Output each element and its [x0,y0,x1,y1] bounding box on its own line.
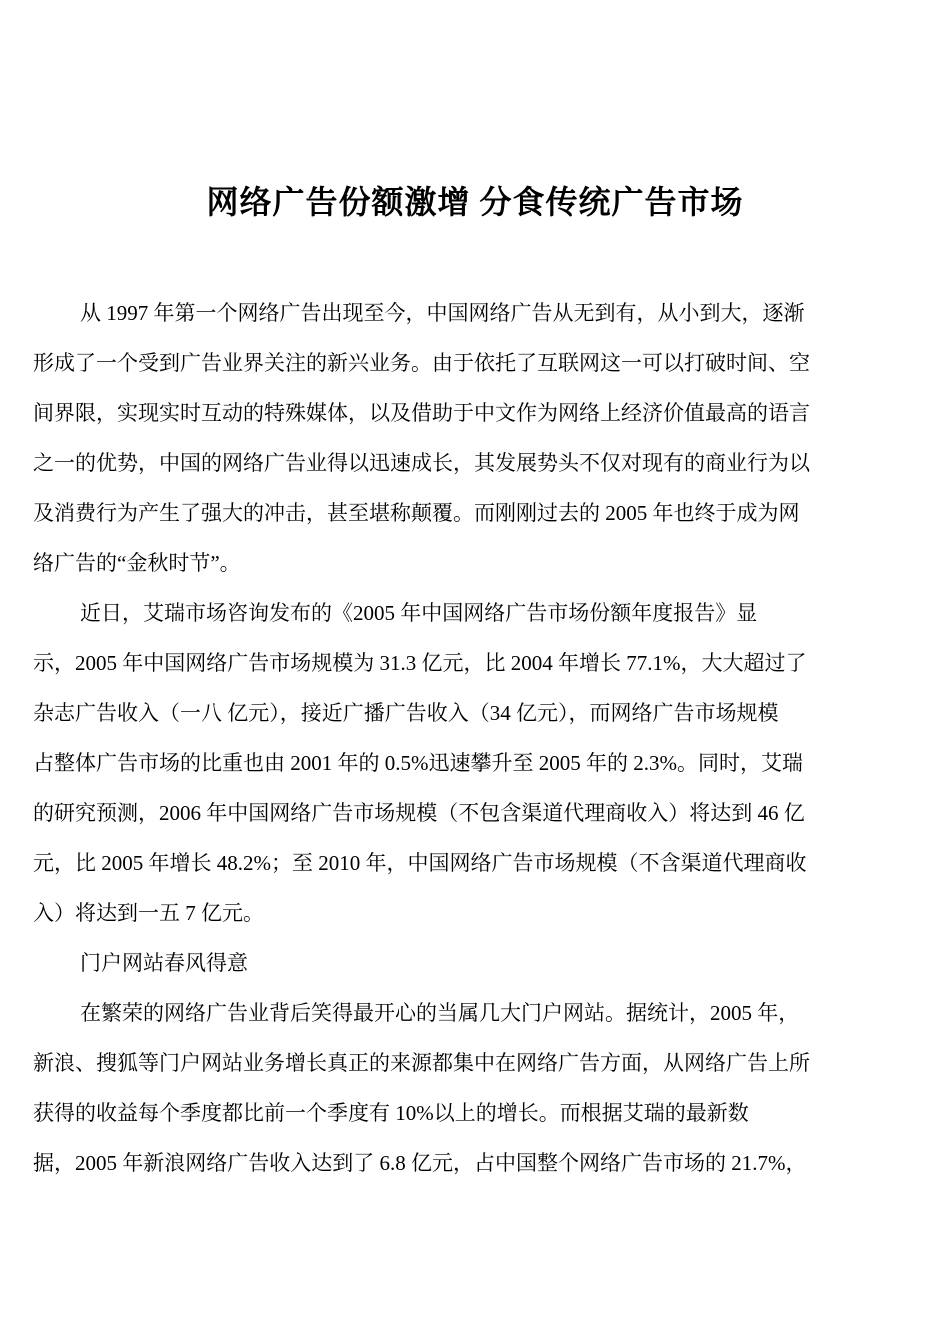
text-line: 入）将达到一五 7 亿元。 [33,901,264,925]
text-line: 元，比 2005 年增长 48.2%；至 2010 年，中国网络广告市场规模（不含渠道代理商收 [33,851,807,875]
document-title: 网络广告份额激增 分食传统广告市场 [206,184,744,220]
text-line: 杂志广告收入（一八 亿元），接近广播广告收入（34 亿元），而网络广告市场规模 [33,701,779,725]
text-line: 的研究预测，2006 年中国网络广告市场规模（不包含渠道代理商收入）将达到 46 亿 [33,801,805,825]
text-line: 获得的收益每个季度都比前一个季度有 10%以上的增长。而根据艾瑞的最新数 [33,1101,749,1125]
paragraph-intro [33,288,917,588]
section-heading-text: 门户网站春风得意 [80,951,248,975]
text-line: 之一的优势，中国的网络广告业得以迅速成长，其发展势头不仅对现有的商业行为以 [33,451,810,475]
paragraph-market-report [33,588,917,938]
text-line: 示，2005 年中国网络广告市场规模为 31.3 亿元，比 2004 年增长 77.1%，大大超过了 [33,651,807,675]
text-line: 及消费行为产生了强大的冲击，甚至堪称颠覆。而刚刚过去的 2005 年也终于成为网 [33,501,800,525]
text-line: 近日，艾瑞市场咨询发布的《2005 年中国网络广告市场份额年度报告》显 [80,601,758,625]
text-line: 形成了一个受到广告业界关注的新兴业务。由于依托了互联网这一可以打破时间、空 [33,351,810,375]
paragraph-portals [33,988,917,1188]
section-heading [33,938,917,988]
text-line: 间界限，实现实时互动的特殊媒体，以及借助于中文作为网络上经济价值最高的语言 [33,401,810,425]
text-line: 在繁荣的网络广告业背后笑得最开心的当属几大门户网站。据统计，2005 年， [80,1001,800,1025]
text-line: 占整体广告市场的比重也由 2001 年的 0.5%迅速攀升至 2005 年的 2.3%。同时，艾瑞 [33,751,803,775]
document-body [33,288,917,1188]
text-line: 络广告的“金秋时节”。 [33,551,241,575]
text-line: 新浪、搜狐等门户网站业务增长真正的来源都集中在网络广告方面，从网络广告上所 [33,1051,810,1075]
text-line: 从 1997 年第一个网络广告出现至今，中国网络广告从无到有，从小到大，逐渐 [80,301,805,325]
text-line: 据，2005 年新浪网络广告收入达到了 6.8 亿元，占中国整个网络广告市场的 21.7%， [33,1151,807,1175]
